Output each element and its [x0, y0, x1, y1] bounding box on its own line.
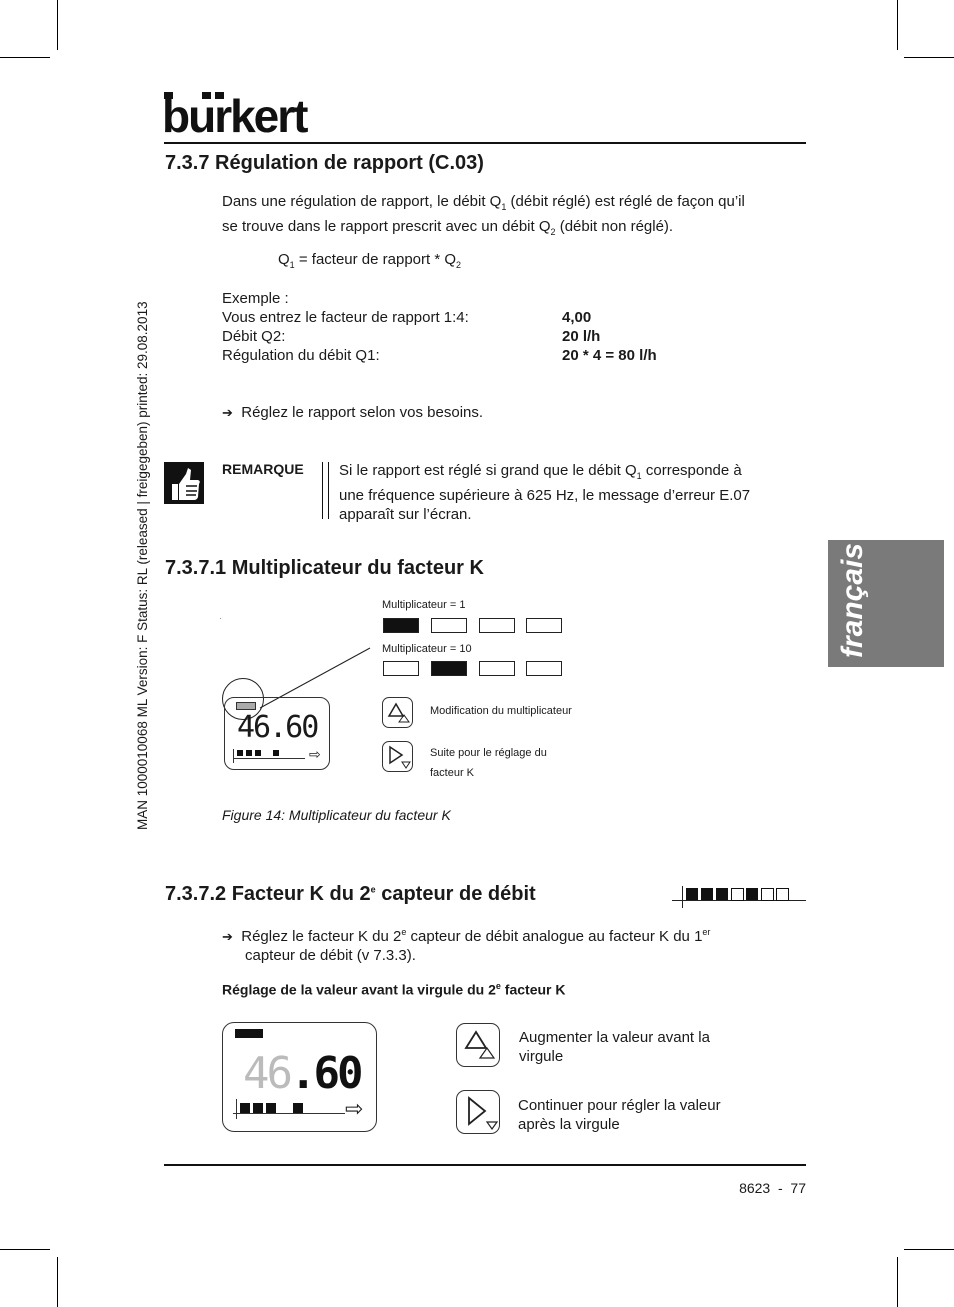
example-value: 20 * 4 = 80 l/h: [562, 347, 657, 364]
lcd-display: [222, 1022, 377, 1132]
lcd-display: [224, 697, 330, 770]
arrow-diamond-icon: ⇨: [345, 1096, 364, 1121]
lcd-indicator: [236, 702, 256, 710]
note-text: Si le rapport est réglé si grand que le débit $Q_1$ corresponde à une fréquence supérieure à 625 Hz, le message d’erreur E.07 apparaît sur l’écran.: [339, 462, 751, 523]
crop-mark: [904, 57, 954, 58]
language-tab-label: français: [836, 542, 869, 658]
segment-indicator: [672, 884, 806, 910]
button-description: Augmenter la valeur avant la virgule: [519, 1029, 710, 1065]
button-description: Modification du multiplicateur: [430, 705, 572, 717]
intro-paragraph: Dans une régulation de rapport, le débit $Q_1$ (débit réglé) est réglé de façon qu’il se trouve dans le rapport prescrit avec un débit $Q_2$ (débit non réglé).: [222, 193, 745, 237]
arrow-diamond-icon: ⇨: [309, 746, 321, 762]
multiplier-1-label: Multiplicateur = 1: [382, 599, 466, 611]
example-value: 20 l/h: [562, 328, 601, 345]
next-button-icon[interactable]: [456, 1090, 500, 1134]
note-label: REMARQUE: [222, 461, 304, 477]
segment-box: [479, 661, 515, 676]
segment-box: [526, 661, 562, 676]
note-divider: [328, 462, 329, 519]
instruction: ➔ Réglez le rapport selon vos besoins.: [222, 404, 484, 421]
subsection-title: 7.3.7.2 Facteur K du 2e capteur de débit: [165, 883, 536, 905]
example-row: Débit Q2:: [222, 328, 286, 345]
arrow-icon: ➔: [222, 929, 233, 944]
page-number: 8623 - 77: [739, 1180, 806, 1196]
crop-mark: [904, 1249, 954, 1250]
thumbs-up-icon: [164, 462, 204, 504]
up-button-icon[interactable]: [382, 697, 413, 728]
multiplier-10-label: Multiplicateur = 10: [382, 643, 472, 655]
crop-mark: [57, 0, 58, 50]
segment-box: [431, 618, 467, 633]
header-rule: [164, 142, 806, 144]
language-tab: [828, 540, 944, 667]
document-metadata: MAN 1000010068 ML Version: F Status: RL (released | freigegeben) printed: 29.08.2013: [135, 301, 150, 830]
subheading: Réglage de la valeur avant la virgule du 2e facteur K: [222, 981, 566, 998]
up-button-icon[interactable]: [456, 1023, 500, 1067]
lcd-indicator: [235, 1029, 263, 1038]
crop-mark: [0, 57, 50, 58]
formula: $Q_1$ = facteur de rapport * $Q_2$: [278, 251, 462, 270]
crop-mark: [0, 1249, 50, 1250]
arrow-icon: ➔: [222, 405, 233, 420]
note-divider: [322, 462, 323, 519]
instruction: ➔ Réglez le facteur K du 2e capteur de débit analogue au facteur K du 1er capteur de débit (v 7.3.3).: [222, 927, 711, 964]
crop-mark: [57, 1257, 58, 1307]
next-button-icon[interactable]: [382, 741, 413, 772]
example-row: Régulation du débit Q1:: [222, 347, 380, 364]
segment-box: [479, 618, 515, 633]
example-label: Exemple :: [222, 290, 289, 307]
crop-mark: [897, 1257, 898, 1307]
subsection-title: 7.3.7.1 Multiplicateur du facteur K: [165, 557, 484, 579]
footer-rule: [164, 1164, 806, 1166]
lcd-value: 46.60: [243, 1048, 361, 1099]
segment-box: [431, 661, 467, 676]
example-row: Vous entrez le facteur de rapport 1:4:: [222, 309, 469, 326]
button-description: Continuer pour régler la valeur après la virgule: [518, 1097, 721, 1133]
button-description: Suite pour le réglage du facteur K: [430, 747, 547, 779]
lcd-value: 46.60: [237, 710, 318, 745]
figure-caption: Figure 14: Multiplicateur du facteur K: [222, 807, 451, 823]
segment-box: [526, 618, 562, 633]
example-value: 4,00: [562, 309, 592, 326]
crop-mark: [897, 0, 898, 50]
section-title: 7.3.7 Régulation de rapport (C.03): [165, 152, 484, 174]
